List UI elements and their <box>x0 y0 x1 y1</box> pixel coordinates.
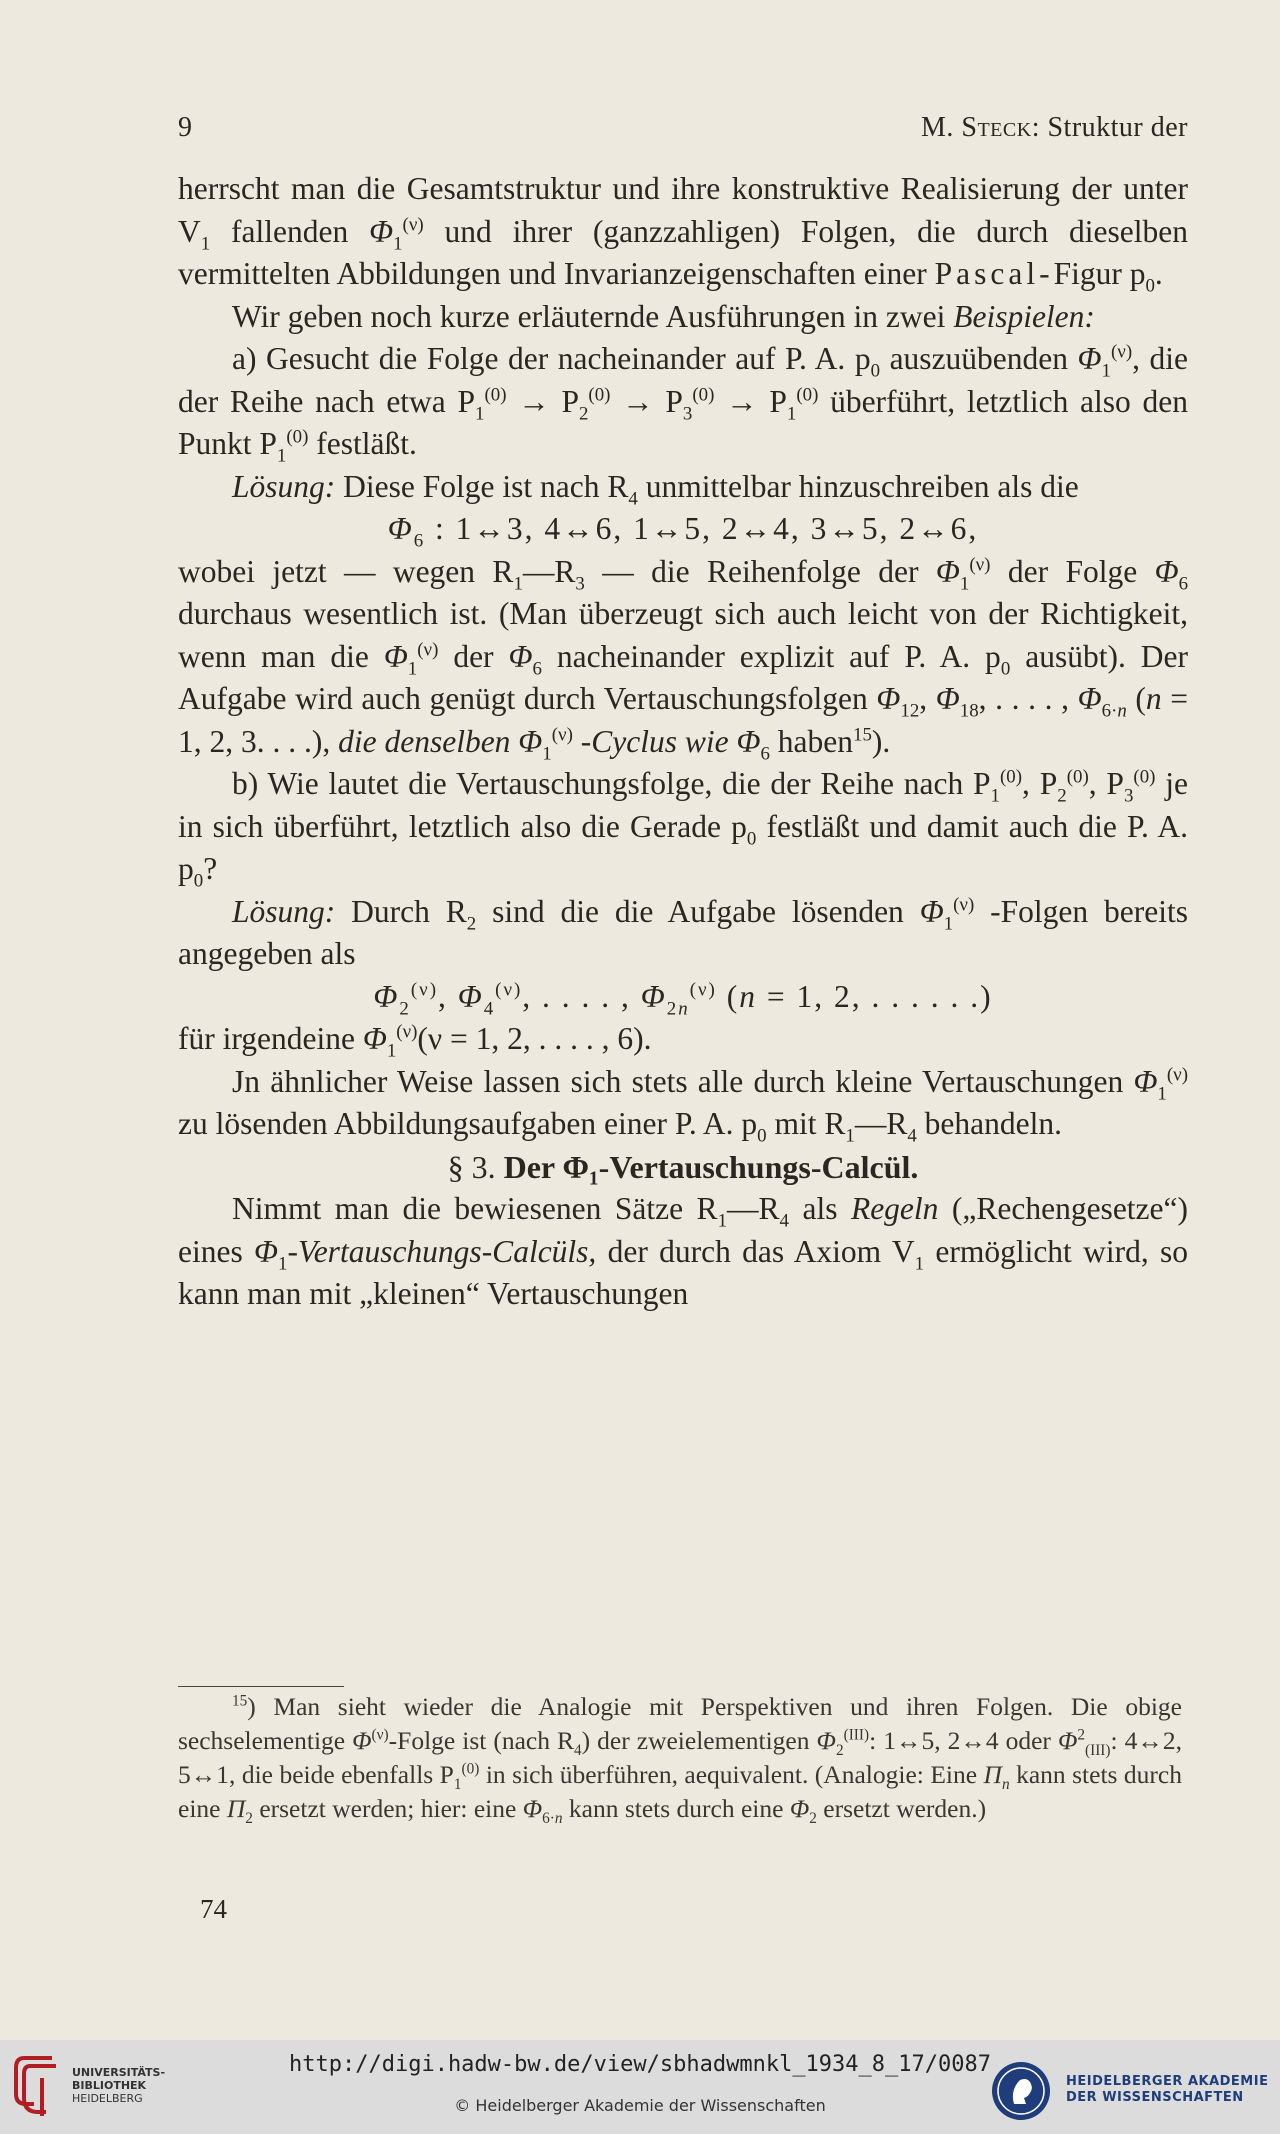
paragraph: Jn ähnlicher Weise lassen sich stets alle durch kleine Vertauschungen $\Phi_1^{(\nu)}$ zu lösenden Abbildungsaufgaben einer P. A. $p_0$ mit $R_1—R_4$ behandeln. <box>178 1063 1188 1147</box>
paragraph: wobei jetzt — wegen $R_1—R_3$ — die Reihenfolge der $\Phi_1^{(\nu)}$ der Folge $\Phi_6$ durchaus wesentlich ist. (Man überzeugt sich auch leicht von der Richtigkeit, wenn man die $\Phi_1^{(\nu)}$ der $\Phi_6$ nacheinander explizit auf P. A. $p_0$ ausübt). Der Aufgabe wird auch genügt durch Vertauschungsfolgen $\Phi_{12}$, $\Phi_{18}$, . . . . , $\Phi_{6\cdot n}$ (n = 1, 2, 3. . . .), die denselben $\Phi_1^{(\nu)}$ -Cyclus wie $\Phi_6$ haben$^{15}$). <box>178 553 1189 764</box>
academy-seal-icon <box>990 2060 1052 2122</box>
paragraph: Lösung: Durch $R_2$ sind die die Aufgabe lösenden $\Phi_1^{(\nu)}$ -Folgen bereits angegeben als <box>178 893 1188 971</box>
folio-number: 74 <box>200 1894 227 1924</box>
formula: $\Phi_2^{(\nu)}$, $\Phi_4^{(\nu)}$, . . . . , $\Phi_{2n}^{(\nu)}$ (n = 1, 2, . . . . . .) <box>373 978 993 1019</box>
running-title: M. Steck: Struktur der <box>921 112 1188 143</box>
body-text <box>178 168 1188 1316</box>
permalink-url[interactable]: http://digi.hadw-bw.de/view/sbhadwmnkl_1934_8_17/0087 <box>289 2052 991 2077</box>
viewer-footer <box>0 2040 1280 2134</box>
paragraph: für irgendeine $\Phi_1^{(\nu)}(\nu = 1$, 2, . . . . , 6). <box>178 1021 652 1062</box>
copyright-notice: © Heidelberger Akademie der Wissenschaften <box>454 2096 826 2115</box>
paragraph: Wir geben noch kurze erläuternde Ausführungen in zwei Beispielen: <box>232 298 1095 334</box>
paragraph: b) Wie lautet die Vertauschungsfolge, die der Reihe nach $P_1^{(0)}$, $P_2^{(0)}$, $P_3^{(0)}$ je in sich überführt, letztlich also die Gerade $p_0$ festläßt und damit auch die P. A. $p_0$? <box>178 766 1188 892</box>
library-name: UNIVERSITÄTS- BIBLIOTHEK HEIDELBERG <box>72 2066 166 2105</box>
paragraph: herrscht man die Gesamtstruktur und ihre konstruktive Realisierung der unter $V_1$ fallenden $\Phi_1^{(\nu)}$ und ihrer (ganzzahligen) Folgen, die durch dieselben vermittelten Abbildungen und Invarianzeigenschaften einer Pascal-Figur $p_0$. <box>178 171 1188 297</box>
footnote-text: $^{15}$) Man sieht wieder die Analogie mit Perspektiven und ihren Folgen. Die obige sechselementige $\Phi^{(\nu)}$-Folge ist (nach $R_4$) der zweielementigen $\Phi_2^{(III)}$: 1↔5, 2↔4 oder $\Phi^2_{(III)}$: 4↔2, 5↔1, die beide ebenfalls $P_1^{(0)}$ in sich überführen, aequivalent. (Analogie: Eine $\Pi_n$ kann stets durch eine $\Pi_2$ ersetzt werden; hier: eine $\Phi_{6\cdot n}$ kann stets durch eine $\Phi_2$ ersetzt werden.) <box>178 1692 1182 1828</box>
formula: $\Phi_6$ : 1↔3, 4↔6, 1↔5, 2↔4, 3↔5, 2↔6, <box>387 511 979 552</box>
footnote-rule <box>178 1686 344 1687</box>
academy-name: HEIDELBERGER AKADEMIE DER WISSENSCHAFTEN <box>1066 2074 1269 2105</box>
paragraph: a) Gesucht die Folge der nacheinander auf P. A. $p_0$ auszuübenden $\Phi_1^{(\nu)}$, die der Reihe nach etwa $P_1^{(0)} \to P_2^{(0)} \to P_3^{(0)} \to P_1^{(0)}$ überführt, letztlich also den Punkt $P_1^{(0)}$ festläßt. <box>178 341 1188 467</box>
section-heading: § 3. Der Φ₁-Vertauschungs-Calcül. <box>447 1148 919 1185</box>
footnote <box>178 1690 1182 1826</box>
paragraph: Lösung: Diese Folge ist nach $R_4$ unmittelbar hinzuschreiben als die <box>232 468 1079 509</box>
header-page-number: 9 <box>178 112 193 143</box>
paragraph: Nimmt man die bewiesenen Sätze $R_1—R_4$ als Regeln („Rechengesetze“) eines $\Phi_1-Vertauschungs$-Calcüls, der durch das Axiom $V_1$ ermöglicht wird, so kann man mit „kleinen“ Vertauschungen <box>178 1191 1188 1311</box>
